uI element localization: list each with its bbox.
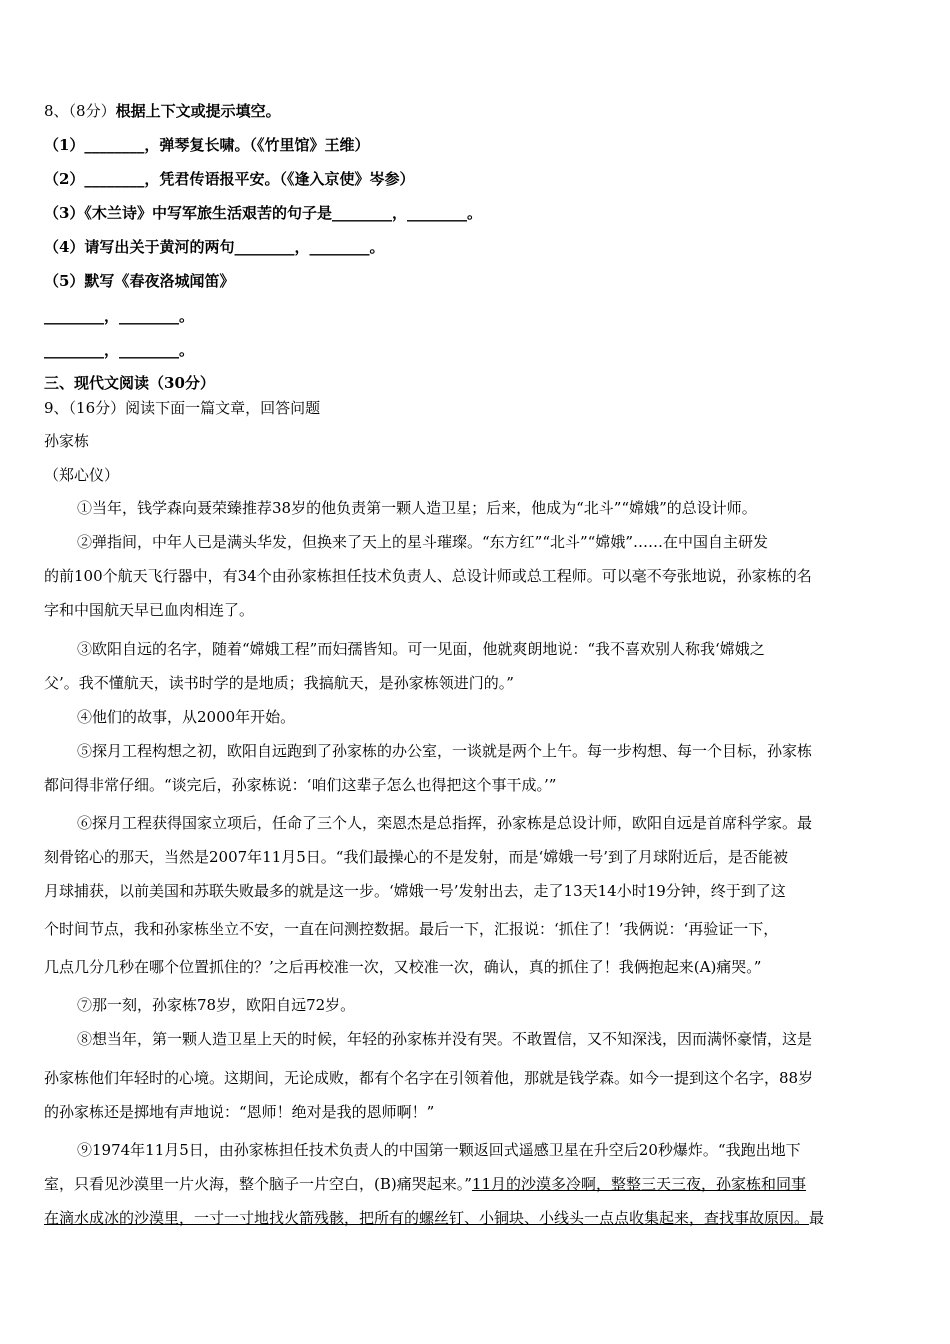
article-line: 父’。我不懂航天，读书时学的是地质；我搞航天，是孙家栋领进门的。”: [44, 674, 514, 692]
article-author: （郑心仪）: [44, 466, 120, 484]
article-line: ③欧阳自远的名字，随着“嫦娥工程”而妇孺皆知。可一见面，他就爽朗地说：“我不喜欢别人称我‘嫦娥之: [77, 640, 765, 658]
article-line: ⑥探月工程获得国家立项后，任命了三个人，栾恩杰是总指挥，孙家栋是总设计师，欧阳自远是首席科学家。最: [77, 814, 813, 832]
article-line: [44, 1208, 824, 1228]
q8-heading: [44, 101, 281, 121]
article-line: 个时间节点，我和孙家栋坐立不安，一直在问测控数据。最后一下，汇报说：‘抓住了！’我俩说：‘再验证一下，: [44, 920, 779, 938]
article-line: ⑤探月工程构想之初，欧阳自远跑到了孙家栋的办公室，一谈就是两个上午。每一步构想、每一个目标，孙家栋: [77, 742, 813, 760]
q8-item-5: （5）默写《春夜洛城闻笛》: [44, 272, 235, 290]
article-line: ⑧想当年，第一颗人造卫星上天的时候，年轻的孙家栋并没有哭。不敢置信，又不知深浅，因而满怀豪情，这是: [77, 1030, 813, 1048]
q8-heading-number: 8、（8分）: [44, 102, 116, 120]
underlined-passage: 11月的沙漠多冷啊，整整三天三夜，孙家栋和同事: [471, 1175, 806, 1193]
article-line: [44, 1174, 806, 1194]
article-line: ②弹指间，中年人已是满头华发，但换来了天上的星斗璀璨。“东方红”“北斗”“嫦娥”……在中国自主研发: [77, 533, 769, 551]
article-line: ⑨1974年11月5日，由孙家栋担任技术负责人的中国第一颗返回式遥感卫星在升空后20秒爆炸。“我跑出地下: [77, 1141, 801, 1159]
article-line: 的前100个航天飞行器中，有34个由孙家栋担任技术负责人、总设计师或总工程师。可以毫不夸张地说，孙家栋的名: [44, 567, 812, 585]
article-line: 都问得非常仔细。“谈完后，孙家栋说：‘咱们这辈子怎么也得把这个事干成。’”: [44, 776, 557, 794]
q8-heading-text: 根据上下文或提示填空。: [115, 102, 281, 120]
section-title: 三、现代文阅读（30分）: [44, 374, 215, 392]
article-line: 孙家栋他们年轻时的心境。这期间，无论成败，都有个名字在引领着他，那就是钱学森。如今一提到这个名字，88岁: [44, 1069, 814, 1087]
article-line: 几点几分几秒在哪个位置抓住的？’之后再校准一次，又校准一次，确认，真的抓住了！我俩抱起来(A)痛哭。”: [44, 958, 762, 976]
article-line: ①当年，钱学森向聂荣臻推荐38岁的他负责第一颗人造卫星；后来，他成为“北斗”“嫦娥”的总设计师。: [77, 499, 757, 517]
article-line: ⑦那一刻，孙家栋78岁，欧阳自远72岁。: [77, 996, 356, 1014]
article-line: 月球捕获，以前美国和苏联失败最多的就是这一步。‘嫦娥一号’发射出去，走了13天14小时19分钟，终于到了这: [44, 882, 786, 900]
q8-item-2: （2）________，凭君传语报平安。（《逢入京使》岑参）: [44, 170, 415, 188]
article-text: 室，只看见沙漠里一片火海，整个脑子一片空白，(B)痛哭起来。”: [44, 1175, 472, 1193]
q8-item-3: （3）《木兰诗》中写军旅生活艰苦的句子是________，________。: [44, 204, 482, 222]
q8-item-4: （4）请写出关于黄河的两句________，________。: [44, 238, 385, 256]
q8-item-5-blank-line-1: ________，________。: [44, 307, 195, 325]
article-line: ④他们的故事，从2000年开始。: [77, 708, 296, 726]
underlined-passage: 在滴水成冰的沙漠里，一寸一寸地找火箭残骸，把所有的螺丝钉、小铜块、小线头一点点收集起来，查找事故原因。: [44, 1209, 810, 1227]
article-line: 的孙家栋还是掷地有声地说：“恩师！绝对是我的恩师啊！”: [44, 1103, 435, 1121]
article-title: 孙家栋: [44, 432, 90, 450]
article-line: 刻骨铭心的那天，当然是2007年11月5日。“我们最操心的不是发射，而是‘嫦娥一号’到了月球附近后，是否能被: [44, 848, 789, 866]
q8-item-1: （1）________，弹琴复长啸。（《竹里馆》王维）: [44, 136, 370, 154]
q9-heading: 9、（16分）阅读下面一篇文章，回答问题: [44, 399, 321, 417]
article-text: 最: [809, 1209, 825, 1227]
q8-item-5-blank-line-2: ________，________。: [44, 341, 195, 359]
article-line: 字和中国航天早已血肉相连了。: [44, 601, 255, 619]
